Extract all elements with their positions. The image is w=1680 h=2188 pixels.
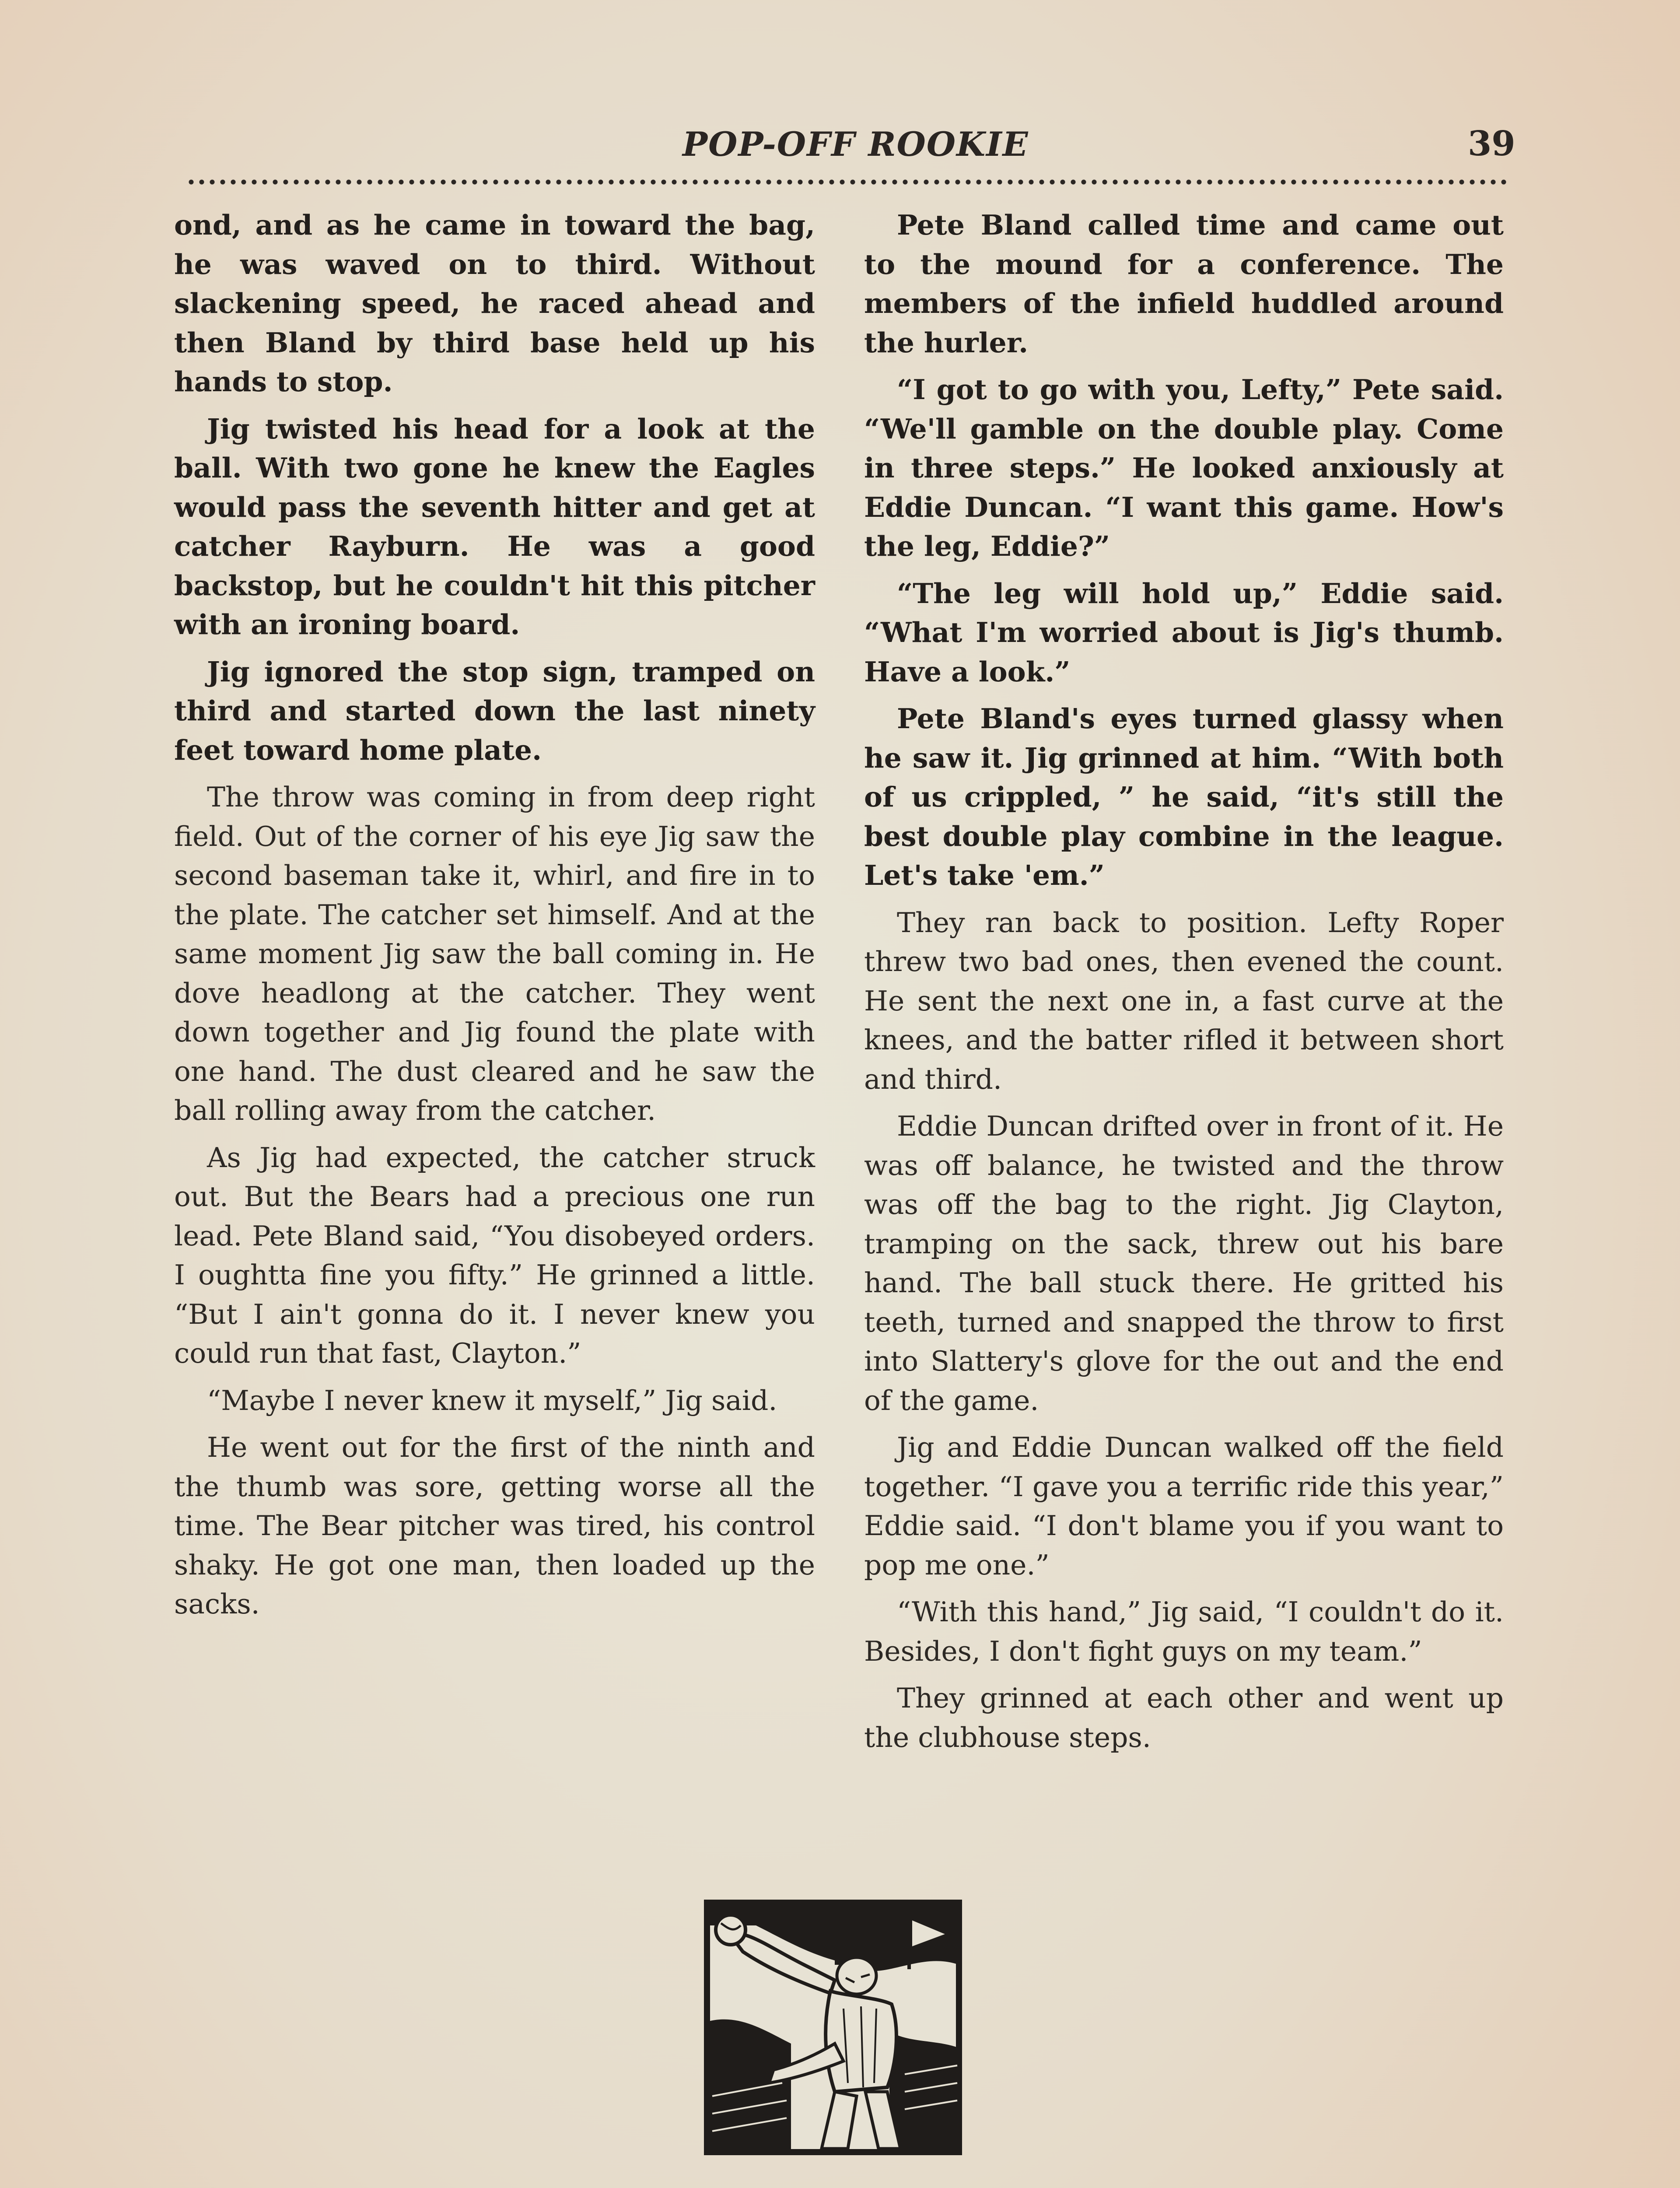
paragraph: Pete Bland's eyes turned glassy when he saw it. Jig grinned at him. “With both of us crippled, ” he said, “it's still the best double play combine in the league. Let's take 'em.” [864, 702, 1504, 891]
paragraph: “With this hand,” Jig said, “I couldn't do it. Besides, I don't fight guys on my team.” [864, 1596, 1504, 1667]
right-text-column [864, 206, 1504, 1765]
paragraph: They ran back to position. Lefty Roper threw two bad ones, then evened the count. He sent the next one in, a fast curve at the knees, and the batter rifled it between short and third. [864, 906, 1504, 1095]
paragraph: Pete Bland called time and came out to the mound for a conference. The members of the infield huddled around the hurler. [864, 209, 1504, 359]
paragraph: Jig ignored the stop sign, tramped on third and started down the last ninety feet toward home plate. [174, 655, 815, 766]
paragraph: The throw was coming in from deep right field. Out of the corner of his eye Jig saw the second baseman take it, whirl, and fire in to the plate. The catcher set himself. And at the same moment Jig saw the ball coming in. He dove headlong at the catcher. They went down together and Jig found the plate with one hand. The dust cleared and he saw the ball rolling away from the catcher. [174, 781, 815, 1126]
paragraph: Jig and Eddie Duncan walked off the field together. “I gave you a terrific ride this year,” Eddie said. “I don't blame you if you want to pop me one.” [864, 1431, 1504, 1581]
paragraph: “I got to go with you, Lefty,” Pete said. “We'll gamble on the double play. Come in three steps.” He looked anxiously at Eddie Duncan. “I want this game. How's the leg, Eddie?” [864, 373, 1504, 562]
running-header-title: POP-OFF ROOKIE [682, 125, 1029, 164]
paragraph: Eddie Duncan drifted over in front of it. He was off balance, he twisted and the throw was off the bag to the right. Jig Clayton, tramping on the sack, threw out his bare hand. The ball stuck there. He gritted his teeth, turned and snapped the throw to first into Slattery's glove for the out and the end of the game. [864, 1110, 1504, 1417]
paragraph: They grinned at each other and went up the clubhouse steps. [864, 1682, 1504, 1753]
paragraph: “Maybe I never knew it myself,” Jig said. [207, 1384, 777, 1417]
page-number: 39 [1468, 124, 1516, 164]
paragraph: As Jig had expected, the catcher struck out. But the Bears had a precious one run lead. Pete Bland said, “You disobeyed orders. I oughtta fine you fifty.” He grinned a little. “But I ain't gonna do it. I never knew you could run that fast, Clayton.” [174, 1141, 815, 1369]
paragraph: ond, and as he came in toward the bag, he was waved on to third. Without slackening speed, he raced ahead and then Bland by third base held up his hands to stop. [174, 209, 815, 398]
baseball-player-woodcut-icon [704, 1899, 962, 2156]
paragraph: “The leg will hold up,” Eddie said. “What I'm worried about is Jig's thumb. Have a look.” [864, 577, 1504, 688]
paragraph: Jig twisted his head for a look at the ball. With two gone he knew the Eagles would pass the seventh hitter and get at catcher Rayburn. He was a good backstop, but he couldn't hit this pitcher with an ironing board. [174, 412, 815, 641]
dotted-header-rule [186, 179, 1507, 186]
paragraph: He went out for the first of the ninth and the thumb was sore, getting worse all the time. The Bear pitcher was tired, his control shaky. He got one man, then loaded up the sacks. [174, 1431, 815, 1620]
left-text-column [174, 206, 815, 1632]
